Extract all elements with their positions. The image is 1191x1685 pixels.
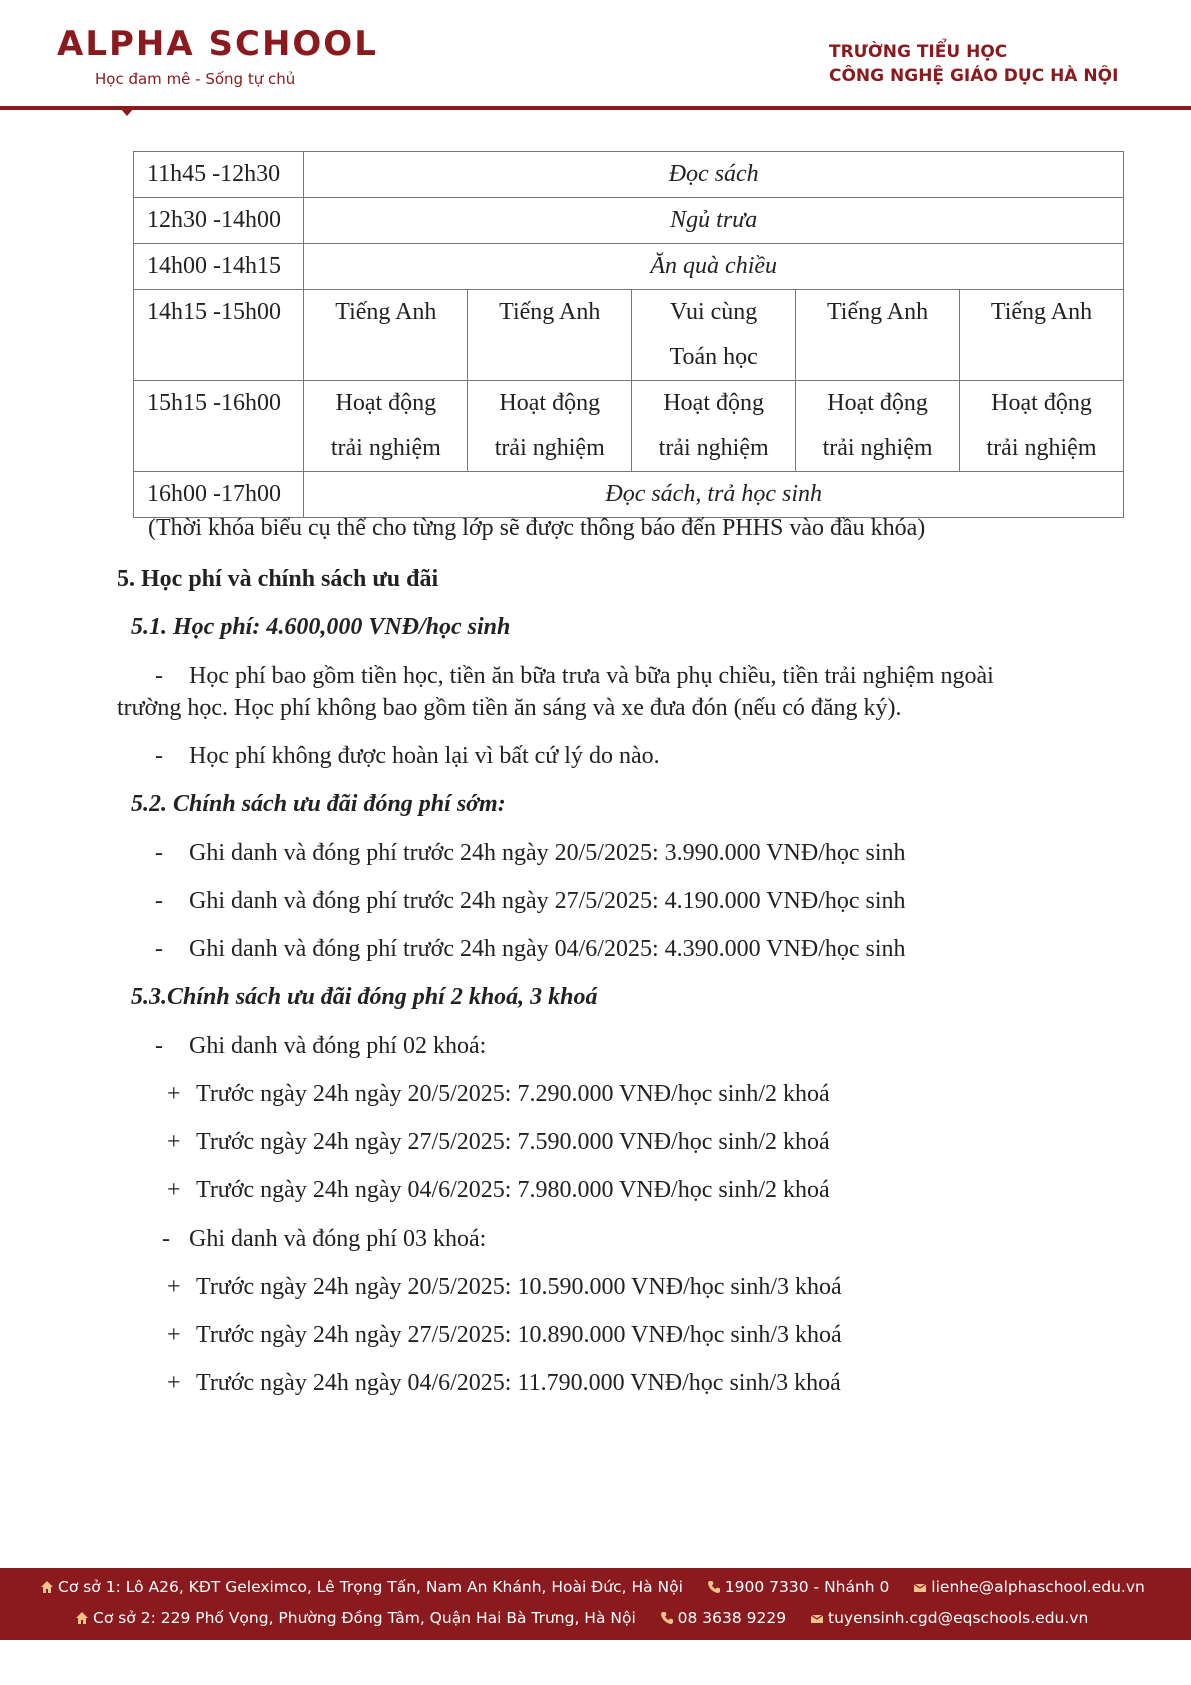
- bullet-dash: -: [155, 888, 163, 914]
- brand-name: ALPHA SCHOOL: [57, 24, 378, 64]
- timetable: [133, 151, 1124, 518]
- school-name: [829, 40, 1118, 88]
- list-item: Ghi danh và đóng phí trước 24h ngày 20/5/2025: 3.990.000 VNĐ/học sinh: [189, 840, 906, 866]
- subject-cell: Hoạt động trải nghiệm: [632, 381, 796, 472]
- time-cell: 11h45 -12h30: [134, 152, 304, 198]
- fee-includes-line2: trường học. Học phí không bao gồm tiền ăn sáng và xe đưa đón (nếu có đăng ký).: [117, 695, 902, 721]
- list-item: Trước ngày 24h ngày 04/6/2025: 7.980.000 VNĐ/học sinh/2 khoá: [196, 1177, 830, 1203]
- list-item: Ghi danh và đóng phí trước 24h ngày 27/5/2025: 4.190.000 VNĐ/học sinh: [189, 888, 906, 914]
- footer-phone-2[interactable]: 08 3638 9229: [677, 1609, 787, 1627]
- bullet-dash: -: [155, 1033, 163, 1059]
- brand: [57, 24, 378, 88]
- table-row: [134, 381, 1124, 472]
- three-course-title: Ghi danh và đóng phí 03 khoá:: [189, 1226, 487, 1252]
- fee-includes-line1: Học phí bao gồm tiền học, tiền ăn bữa trưa và bữa phụ chiều, tiền trải nghiệm ngoài: [189, 663, 994, 689]
- school-name-line2: CÔNG NGHỆ GIÁO DỤC HÀ NỘI: [829, 66, 1119, 86]
- mail-icon: [913, 1580, 927, 1594]
- bullet-plus: +: [167, 1370, 181, 1396]
- home-icon: [75, 1611, 89, 1625]
- bullet-plus: +: [167, 1177, 181, 1203]
- subject-cell: Hoạt động trải nghiệm: [796, 381, 960, 472]
- table-row: [134, 198, 1124, 244]
- bullet-plus: +: [167, 1081, 181, 1107]
- phone-icon: [660, 1611, 674, 1625]
- activity-cell: Đọc sách, trả học sinh: [304, 472, 1124, 518]
- subsection-title-multi: 5.3.Chính sách ưu đãi đóng phí 2 khoá, 3 khoá: [131, 984, 598, 1010]
- footer-phone-1[interactable]: 1900 7330 - Nhánh 0: [724, 1578, 890, 1596]
- footer-address-2: Cơ sở 2: 229 Phố Vọng, Phường Đồng Tâm, Quận Hai Bà Trưng, Hà Nội: [93, 1609, 636, 1627]
- section-title: 5. Học phí và chính sách ưu đãi: [117, 566, 439, 592]
- subject-cell: Tiếng Anh: [304, 290, 468, 381]
- list-item: Trước ngày 24h ngày 27/5/2025: 7.590.000 VNĐ/học sinh/2 khoá: [196, 1129, 830, 1155]
- list-item: Trước ngày 24h ngày 20/5/2025: 7.290.000 VNĐ/học sinh/2 khoá: [196, 1081, 830, 1107]
- table-row: [134, 152, 1124, 198]
- list-item: Ghi danh và đóng phí trước 24h ngày 04/6/2025: 4.390.000 VNĐ/học sinh: [189, 936, 906, 962]
- brand-slogan: Học đam mê - Sống tự chủ: [95, 70, 296, 88]
- subject-cell: Tiếng Anh: [960, 290, 1124, 381]
- time-cell: 14h15 -15h00: [134, 290, 304, 381]
- mail-icon: [810, 1611, 824, 1625]
- header-divider: [0, 106, 1191, 110]
- subsection-title-fee: 5.1. Học phí: 4.600,000 VNĐ/học sinh: [131, 614, 511, 640]
- bullet-dash: -: [155, 840, 163, 866]
- list-item: Trước ngày 24h ngày 27/5/2025: 10.890.000 VNĐ/học sinh/3 khoá: [196, 1322, 842, 1348]
- footer-email-1[interactable]: lienhe@alphaschool.edu.vn: [931, 1578, 1145, 1596]
- bullet-plus: +: [167, 1322, 181, 1348]
- activity-cell: Ngủ trưa: [304, 198, 1124, 244]
- bullet-dash: -: [162, 1226, 170, 1252]
- school-name-line1: TRƯỜNG TIỂU HỌC: [829, 42, 1008, 62]
- bullet-dash: -: [155, 936, 163, 962]
- footer-row-1: [40, 1578, 1145, 1596]
- subsection-title-early: 5.2. Chính sách ưu đãi đóng phí sớm:: [131, 791, 506, 817]
- activity-cell: Ăn quà chiều: [304, 244, 1124, 290]
- footer-row-2: [75, 1609, 1088, 1627]
- subject-cell: Hoạt động trải nghiệm: [468, 381, 632, 472]
- two-course-title: Ghi danh và đóng phí 02 khoá:: [189, 1033, 487, 1059]
- time-cell: 15h15 -16h00: [134, 381, 304, 472]
- time-cell: 12h30 -14h00: [134, 198, 304, 244]
- fee-nonrefundable: Học phí không được hoàn lại vì bất cứ lý do nào.: [189, 743, 660, 769]
- time-cell: 16h00 -17h00: [134, 472, 304, 518]
- table-row: [134, 244, 1124, 290]
- timetable-note: (Thời khóa biểu cụ thể cho từng lớp sẽ được thông báo đến PHHS vào đầu khóa): [148, 515, 926, 541]
- time-cell: 14h00 -14h15: [134, 244, 304, 290]
- table-row: [134, 472, 1124, 518]
- footer: [0, 1568, 1191, 1640]
- activity-cell: Đọc sách: [304, 152, 1124, 198]
- bullet-plus: +: [167, 1129, 181, 1155]
- header-notch: [120, 108, 134, 116]
- table-row: [134, 290, 1124, 381]
- list-item: Trước ngày 24h ngày 04/6/2025: 11.790.000 VNĐ/học sinh/3 khoá: [196, 1370, 841, 1396]
- subject-cell: Tiếng Anh: [796, 290, 960, 381]
- phone-icon: [707, 1580, 721, 1594]
- bullet-dash: -: [155, 743, 163, 769]
- subject-cell: Hoạt động trải nghiệm: [304, 381, 468, 472]
- subject-cell: Vui cùng Toán học: [632, 290, 796, 381]
- bullet-dash: -: [155, 663, 163, 689]
- footer-address-1: Cơ sở 1: Lô A26, KĐT Geleximco, Lê Trọng Tấn, Nam An Khánh, Hoài Đức, Hà Nội: [58, 1578, 683, 1596]
- subject-cell: Tiếng Anh: [468, 290, 632, 381]
- home-icon: [40, 1580, 54, 1594]
- subject-cell: Hoạt động trải nghiệm: [960, 381, 1124, 472]
- bullet-plus: +: [167, 1274, 181, 1300]
- footer-email-2[interactable]: tuyensinh.cgd@eqschools.edu.vn: [828, 1609, 1089, 1627]
- list-item: Trước ngày 24h ngày 20/5/2025: 10.590.000 VNĐ/học sinh/3 khoá: [196, 1274, 842, 1300]
